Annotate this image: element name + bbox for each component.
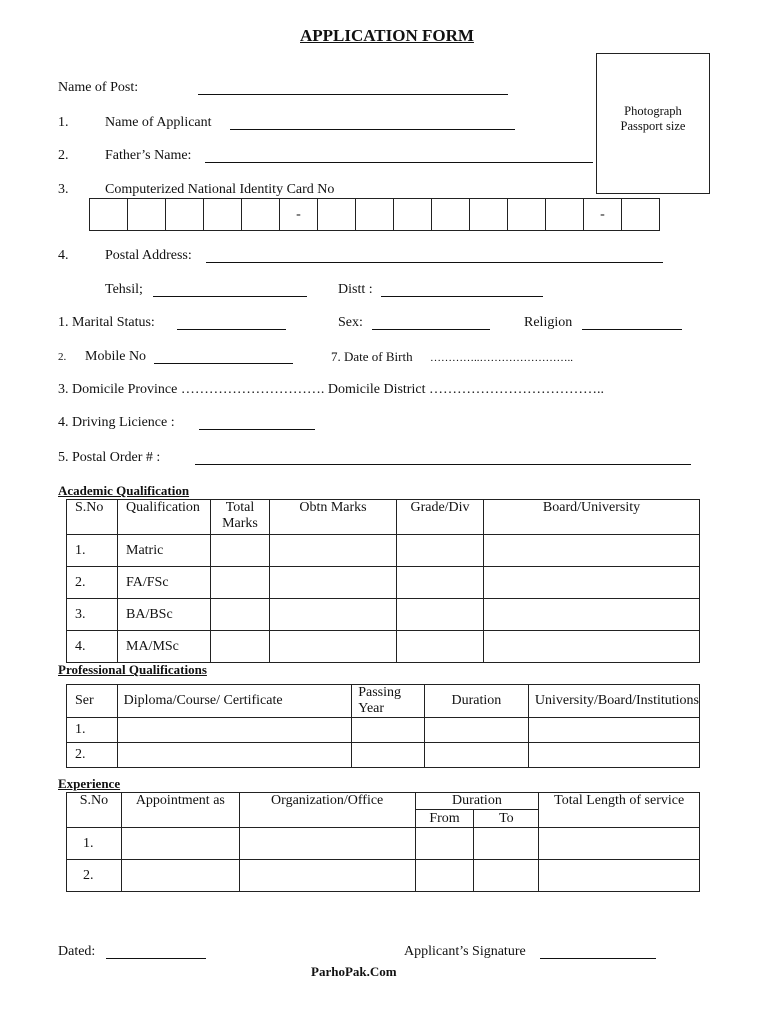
academic-table xyxy=(66,499,700,663)
driving-label: 4. Driving Licience : xyxy=(58,415,175,430)
professional-heading: Professional Qualifications xyxy=(58,662,207,677)
table-row xyxy=(67,718,700,743)
cnic-boxes[interactable] xyxy=(89,198,660,231)
row-qualification: MA/MSc xyxy=(118,631,211,663)
cell[interactable] xyxy=(239,828,415,860)
col-passing-year: Passing Year xyxy=(352,685,425,718)
photo-size-label: Passport size xyxy=(620,119,686,133)
religion-label: Religion xyxy=(524,315,573,330)
col-board: Board/University xyxy=(484,500,700,535)
row-qualification: BA/BSc xyxy=(118,599,211,631)
site-footer: ParhoPak.Com xyxy=(311,964,397,979)
table-row xyxy=(67,535,700,567)
num-2: 2. xyxy=(58,148,69,163)
col-institution: University/Board/Institutions xyxy=(528,685,699,718)
dob-label: 7. Date of Birth xyxy=(331,349,413,364)
cnic-cell[interactable] xyxy=(432,199,470,231)
marital-field[interactable] xyxy=(177,328,286,330)
cell[interactable] xyxy=(539,828,700,860)
experience-table xyxy=(66,792,700,892)
cell[interactable] xyxy=(484,599,700,631)
sex-label: Sex: xyxy=(338,315,363,330)
row-sno: 3. xyxy=(67,599,118,631)
cell[interactable] xyxy=(121,828,239,860)
applicant-field[interactable] xyxy=(230,128,515,130)
cell[interactable] xyxy=(117,743,352,768)
cell[interactable] xyxy=(211,567,270,599)
signature-label: Applicant’s Signature xyxy=(404,944,526,959)
col-sno: S.No xyxy=(67,500,118,535)
cnic-cell[interactable] xyxy=(622,199,660,231)
father-field[interactable] xyxy=(205,161,593,163)
table-row xyxy=(67,860,700,892)
cnic-dash: - xyxy=(584,199,622,231)
col-grade: Grade/Div xyxy=(397,500,484,535)
cell[interactable] xyxy=(474,828,539,860)
cell[interactable] xyxy=(415,860,474,892)
row-sno: 2. xyxy=(67,567,118,599)
row-sno: 1. xyxy=(67,828,122,860)
row-ser: 2. xyxy=(67,743,118,768)
cell[interactable] xyxy=(270,567,397,599)
cell[interactable] xyxy=(211,599,270,631)
cell[interactable] xyxy=(211,535,270,567)
cell[interactable] xyxy=(397,599,484,631)
professional-header-row xyxy=(67,685,700,718)
photo-box[interactable] xyxy=(596,53,710,194)
cell[interactable] xyxy=(474,860,539,892)
cell[interactable] xyxy=(121,860,239,892)
table-row xyxy=(67,631,700,663)
dob-field[interactable]: …………..…………………….. xyxy=(430,352,573,364)
cell[interactable] xyxy=(484,631,700,663)
cell[interactable] xyxy=(270,535,397,567)
num-1: 1. xyxy=(58,115,69,130)
table-row xyxy=(67,599,700,631)
academic-header-row xyxy=(67,500,700,535)
cnic-cell[interactable] xyxy=(90,199,128,231)
cnic-cell[interactable] xyxy=(356,199,394,231)
col-duration: Duration xyxy=(415,793,539,810)
experience-header-row xyxy=(67,793,700,810)
photo-label: Photograph xyxy=(624,104,682,118)
cell[interactable] xyxy=(424,743,528,768)
col-appointment: Appointment as xyxy=(121,793,239,828)
cell[interactable] xyxy=(211,631,270,663)
tehsil-field[interactable] xyxy=(153,295,307,297)
col-from: From xyxy=(415,810,474,828)
address-field[interactable] xyxy=(206,261,663,263)
cell[interactable] xyxy=(352,718,425,743)
father-label: Father’s Name: xyxy=(105,148,192,163)
sex-field[interactable] xyxy=(372,328,490,330)
col-to: To xyxy=(474,810,539,828)
col-sno: S.No xyxy=(67,793,122,828)
cell[interactable] xyxy=(424,718,528,743)
cell[interactable] xyxy=(484,567,700,599)
domicile-line[interactable]: 3. Domicile Province …………………………. Domicile District ……………………………….. xyxy=(58,382,604,397)
cell[interactable] xyxy=(484,535,700,567)
address-label: Postal Address: xyxy=(105,248,192,263)
mobile-label: Mobile No xyxy=(85,349,147,364)
cnic-dash: - xyxy=(280,199,318,231)
cell[interactable] xyxy=(117,718,352,743)
num-3: 3. xyxy=(58,182,69,197)
dated-label: Dated: xyxy=(58,944,96,959)
cnic-cell[interactable] xyxy=(128,199,166,231)
cnic-cell[interactable] xyxy=(546,199,584,231)
cnic-cell[interactable] xyxy=(394,199,432,231)
cell[interactable] xyxy=(528,718,699,743)
cnic-cell[interactable] xyxy=(318,199,356,231)
experience-heading: Experience xyxy=(58,776,121,791)
col-diploma: Diploma/Course/ Certificate xyxy=(117,685,352,718)
cell[interactable] xyxy=(415,828,474,860)
tehsil-label: Tehsil; xyxy=(105,282,143,297)
num-mobile: 2. xyxy=(58,351,67,363)
cnic-cell[interactable] xyxy=(470,199,508,231)
col-ser: Ser xyxy=(67,685,118,718)
row-sno: 4. xyxy=(67,631,118,663)
cell[interactable] xyxy=(397,567,484,599)
signature-field[interactable] xyxy=(540,957,656,959)
table-row xyxy=(67,828,700,860)
row-ser: 1. xyxy=(67,718,118,743)
row-qualification: FA/FSc xyxy=(118,567,211,599)
row-qualification: Matric xyxy=(118,535,211,567)
academic-heading: Academic Qualification xyxy=(58,483,190,498)
cell[interactable] xyxy=(397,631,484,663)
table-row xyxy=(67,567,700,599)
post-field[interactable] xyxy=(198,93,508,95)
cnic-cell[interactable] xyxy=(166,199,204,231)
post-label: Name of Post: xyxy=(58,80,139,95)
cell[interactable] xyxy=(239,860,415,892)
cell[interactable] xyxy=(528,743,699,768)
cell[interactable] xyxy=(539,860,700,892)
marital-label: 1. Marital Status: xyxy=(58,315,155,330)
cell[interactable] xyxy=(270,631,397,663)
distt-field[interactable] xyxy=(381,295,543,297)
cnic-cell[interactable] xyxy=(204,199,242,231)
postal-order-field[interactable] xyxy=(195,463,691,465)
applicant-label: Name of Applicant xyxy=(105,115,212,130)
mobile-field[interactable] xyxy=(154,362,293,364)
cnic-cell[interactable] xyxy=(508,199,546,231)
col-duration: Duration xyxy=(424,685,528,718)
cell[interactable] xyxy=(352,743,425,768)
col-organization: Organization/Office xyxy=(239,793,415,828)
professional-table xyxy=(66,684,700,768)
num-4: 4. xyxy=(58,248,69,263)
col-qualification: Qualification xyxy=(118,500,211,535)
postal-order-label: 5. Postal Order # : xyxy=(58,450,161,465)
dated-field[interactable] xyxy=(106,957,206,959)
row-sno: 2. xyxy=(67,860,122,892)
col-total-marks: Total Marks xyxy=(211,500,270,535)
col-total-length: Total Length of service xyxy=(539,793,700,828)
table-row xyxy=(67,743,700,768)
cnic-label: Computerized National Identity Card No xyxy=(105,182,335,197)
cnic-cell[interactable] xyxy=(242,199,280,231)
cell[interactable] xyxy=(270,599,397,631)
row-sno: 1. xyxy=(67,535,118,567)
col-obtn-marks: Obtn Marks xyxy=(270,500,397,535)
driving-field[interactable] xyxy=(199,428,315,430)
page-title: APPLICATION FORM xyxy=(300,26,474,45)
religion-field[interactable] xyxy=(582,328,682,330)
distt-label: Distt : xyxy=(338,282,373,297)
cell[interactable] xyxy=(397,535,484,567)
